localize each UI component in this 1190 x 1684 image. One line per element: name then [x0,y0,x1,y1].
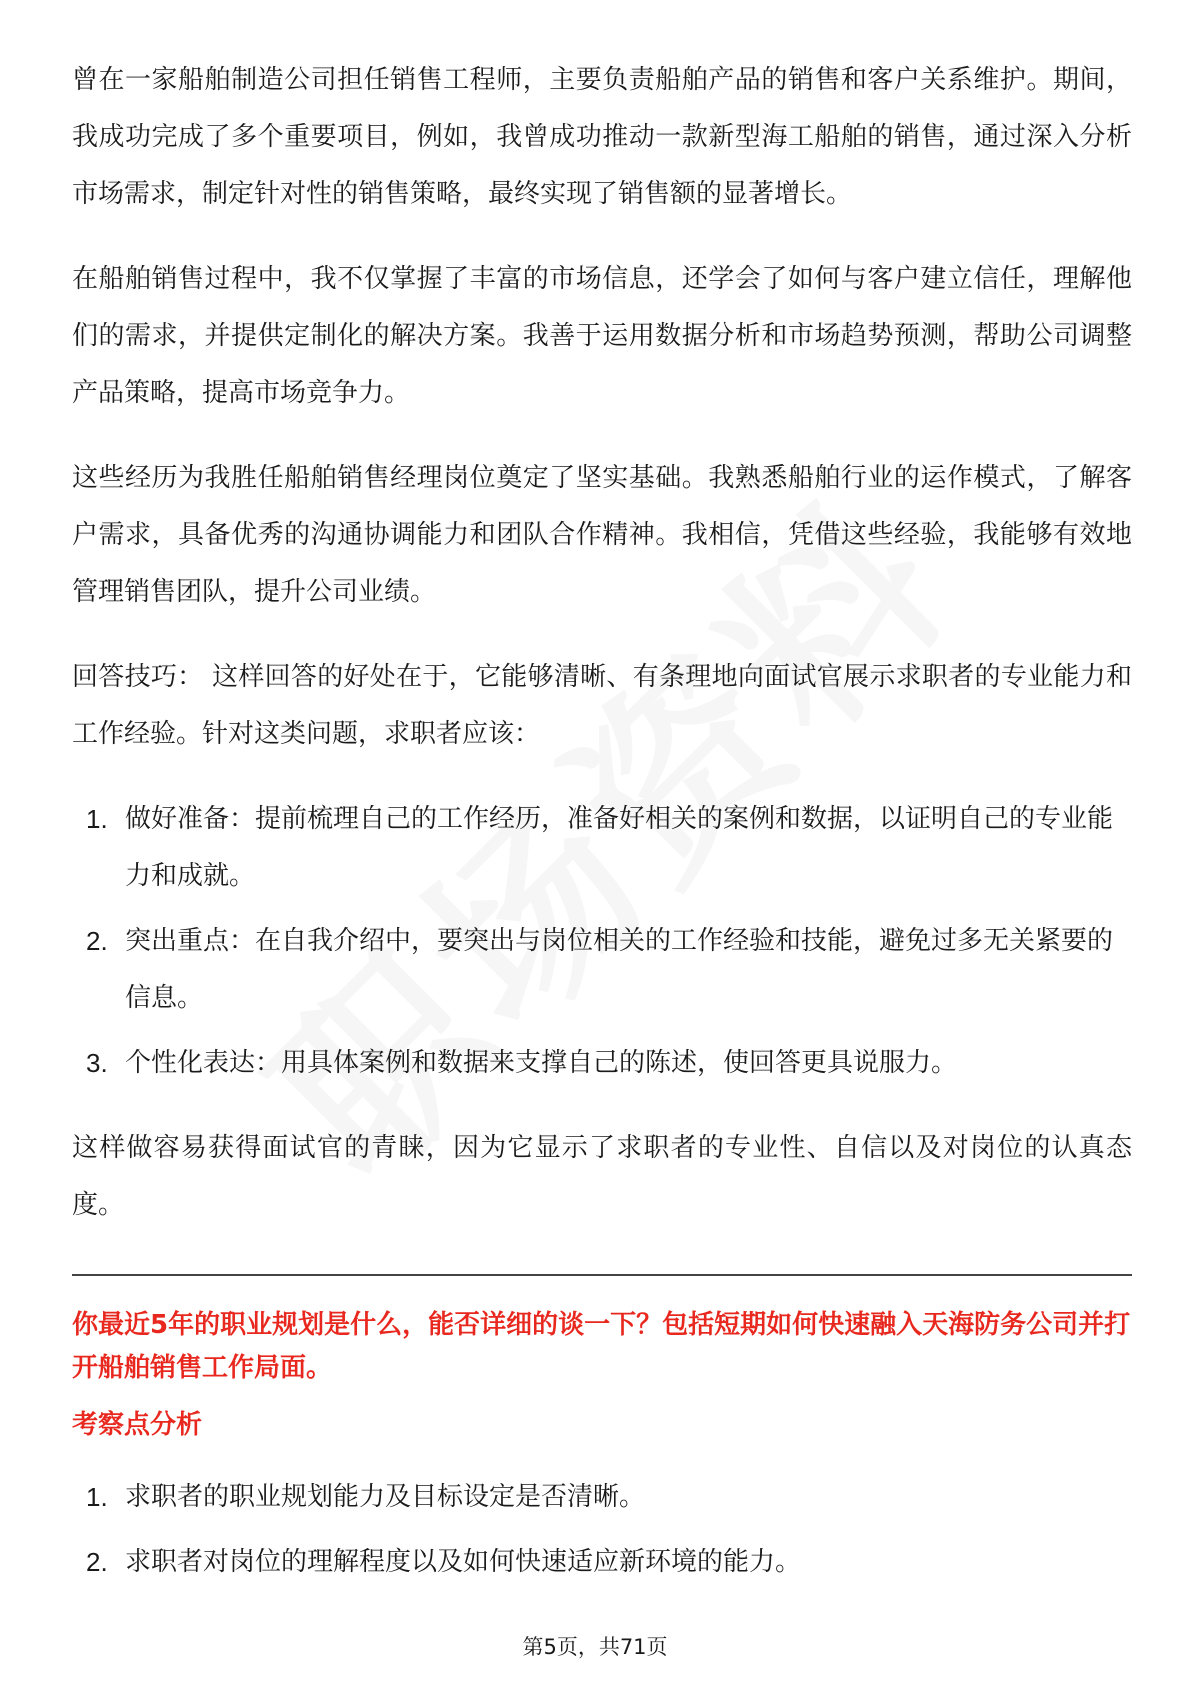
document-body [72,52,1132,1619]
analysis-heading: 考察点分析 [72,1410,203,1440]
list-item-text: 求职者对岗位的理解程度以及如何快速适应新环境的能力。 [125,1547,802,1577]
list-number: 3. [86,1048,108,1078]
interview-question: 你最近5年的职业规划是什么，能否详细的谈一下？包括短期如何快速融入天海防务公司并打开船舶销售工作局面。 [72,1310,1131,1383]
analysis-list [72,1469,1132,1591]
paragraph-answer-tips: 回答技巧： 这样回答的好处在于，它能够清晰、有条理地向面试官展示求职者的专业能力和工作经验。针对这类问题，求职者应该： [72,662,1132,749]
page-footer: 第5页，共71页 [522,1635,668,1659]
paragraph-closing: 这样做容易获得面试官的青睐，因为它显示了求职者的专业性、自信以及对岗位的认真态度。 [72,1133,1132,1220]
paragraph-experience: 曾在一家船舶制造公司担任销售工程师，主要负责船舶产品的销售和客户关系维护。期间，我成功完成了多个重要项目，例如，我曾成功推动一款新型海工船舶的销售，通过深入分析市场需求，制定针对性的销售策略，最终实现了销售额的显著增长。 [72,65,1132,209]
list-item-text: 求职者的职业规划能力及目标设定是否清晰。 [125,1482,646,1512]
section-divider [72,1274,1132,1276]
paragraph-foundation: 这些经历为我胜任船舶销售经理岗位奠定了坚实基础。我熟悉船舶行业的运作模式，了解客户需求，具备优秀的沟通协调能力和团队合作精神。我相信，凭借这些经验，我能够有效地管理销售团队，提升公司业绩。 [72,463,1132,607]
list-number: 1. [86,1482,108,1512]
list-item-text: 个性化表达：用具体案例和数据来支撑自己的陈述，使回答更具说服力。 [125,1048,958,1078]
tips-list [72,791,1132,1092]
list-item-text: 突出重点：在自我介绍中，要突出与岗位相关的工作经验和技能，避免过多无关紧要的信息。 [125,926,1114,1013]
list-item [72,791,1132,905]
list-item-text: 做好准备：提前梳理自己的工作经历，准备好相关的案例和数据，以证明自己的专业能力和成就。 [125,804,1114,891]
list-item [72,1469,1132,1526]
list-number: 1. [86,804,108,834]
list-number: 2. [86,1547,108,1577]
list-item [72,913,1132,1027]
list-item [72,1534,1132,1591]
list-item [72,1035,1132,1092]
list-number: 2. [86,926,108,956]
paragraph-sales-process: 在船舶销售过程中，我不仅掌握了丰富的市场信息，还学会了如何与客户建立信任，理解他们的需求，并提供定制化的解决方案。我善于运用数据分析和市场趋势预测，帮助公司调整产品策略，提高市场竞争力。 [72,264,1132,408]
